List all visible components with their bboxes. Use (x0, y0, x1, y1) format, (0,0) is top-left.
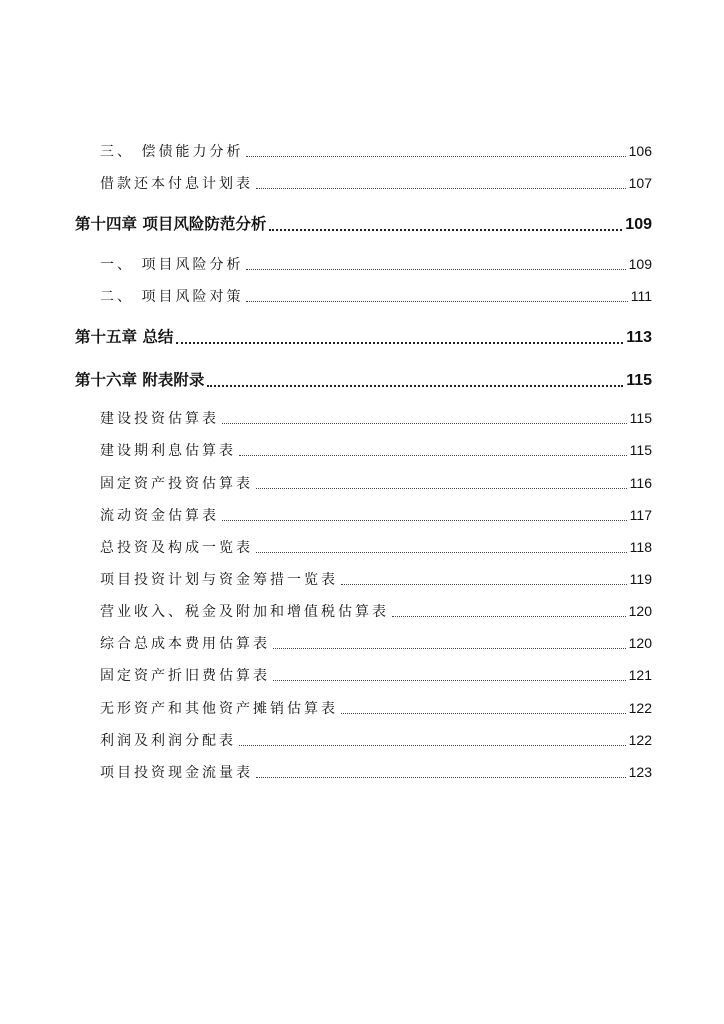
toc-chapter-page: 113 (626, 328, 652, 346)
toc-entry-title: 项目投资计划与资金筹措一览表 (100, 572, 338, 588)
toc-leader-dots (207, 369, 623, 387)
toc-leader-dots (256, 174, 626, 189)
toc-entry-page: 120 (628, 635, 652, 651)
toc-entry-page: 111 (630, 288, 652, 304)
toc-entry-page: 118 (629, 539, 652, 555)
toc-entry[interactable] (100, 633, 652, 653)
toc-entry-title: 营业收入、税金及附加和增值税估算表 (100, 604, 389, 620)
toc-leader-dots (273, 666, 626, 681)
toc-entry-title: 利润及利润分配表 (100, 733, 236, 749)
toc-leader-dots (392, 602, 626, 617)
toc-entry-page: 115 (629, 410, 652, 426)
toc-leader-dots (256, 763, 626, 778)
toc-entry-title: 综合总成本费用估算表 (100, 636, 270, 652)
toc-chapter-entry[interactable] (75, 211, 652, 234)
toc-leader-dots (269, 213, 622, 231)
toc-leader-dots (256, 474, 627, 489)
toc-entry-title: 项目投资现金流量表 (100, 765, 253, 781)
toc-entry[interactable] (100, 286, 652, 306)
toc-entry-title: 一、 项目风险分析 (100, 257, 244, 273)
toc-entry-page: 107 (628, 175, 652, 191)
toc-entry-page: 109 (628, 256, 652, 272)
toc-entry-title: 二、 项目风险对策 (100, 289, 244, 305)
toc-entry-page: 123 (628, 764, 652, 780)
toc-chapter-title: 第十四章 项目风险防范分析 (75, 214, 267, 233)
toc-chapter-entry[interactable] (75, 324, 652, 347)
toc-leader-dots (246, 287, 627, 302)
toc-entry-title: 建设期利息估算表 (100, 443, 236, 459)
toc-entry-title: 流动资金估算表 (100, 508, 219, 524)
toc-chapter-entry[interactable] (75, 367, 652, 390)
toc-entry-title: 无形资产和其他资产摊销估算表 (100, 701, 338, 717)
toc-chapter-page: 109 (625, 215, 652, 233)
toc-entry[interactable] (100, 473, 652, 493)
toc-entry[interactable] (100, 408, 652, 428)
toc-entry-title: 总投资及构成一览表 (100, 540, 253, 556)
toc-entry[interactable] (100, 730, 652, 750)
toc-entry[interactable] (100, 173, 652, 193)
toc-leader-dots (176, 326, 623, 344)
toc-entry[interactable] (100, 537, 652, 557)
toc-entry[interactable] (100, 141, 652, 161)
toc-entry[interactable] (100, 698, 652, 718)
toc-leader-dots (239, 731, 626, 746)
toc-leader-dots (222, 409, 627, 424)
toc-entry-page: 122 (628, 732, 652, 748)
toc-entry[interactable] (100, 601, 652, 621)
toc-entry[interactable] (100, 254, 652, 274)
toc-leader-dots (256, 538, 627, 553)
toc-entry-page: 122 (628, 700, 652, 716)
toc-leader-dots (246, 255, 625, 270)
toc-entry-title: 固定资产投资估算表 (100, 476, 253, 492)
toc-entry-page: 120 (628, 603, 652, 619)
toc-chapter-title: 第十五章 总结 (75, 327, 174, 346)
toc-entry-page: 121 (628, 667, 652, 683)
toc-chapter-title: 第十六章 附表附录 (75, 370, 205, 389)
toc-leader-dots (341, 699, 626, 714)
toc-entry[interactable] (100, 440, 652, 460)
toc-entry-page: 116 (629, 475, 652, 491)
toc-leader-dots (273, 634, 626, 649)
toc-entry[interactable] (100, 665, 652, 685)
toc-entry[interactable] (100, 762, 652, 782)
toc-entry-page: 106 (628, 143, 652, 159)
toc-leader-dots (239, 441, 627, 456)
toc-entry-title: 建设投资估算表 (100, 411, 219, 427)
toc-chapter-page: 115 (626, 371, 652, 389)
toc-entry-page: 115 (629, 442, 652, 458)
toc-leader-dots (222, 506, 627, 521)
toc-leader-dots (246, 142, 625, 157)
toc-entry-title: 借款还本付息计划表 (100, 176, 253, 192)
toc-entry-page: 117 (629, 507, 652, 523)
toc-entry[interactable] (100, 505, 652, 525)
toc-leader-dots (341, 570, 627, 585)
toc-entry-page: 119 (629, 571, 652, 587)
toc-entry[interactable] (100, 569, 652, 589)
toc-entry-title: 固定资产折旧费估算表 (100, 668, 270, 684)
toc-entry-title: 三、 偿债能力分析 (100, 144, 244, 160)
